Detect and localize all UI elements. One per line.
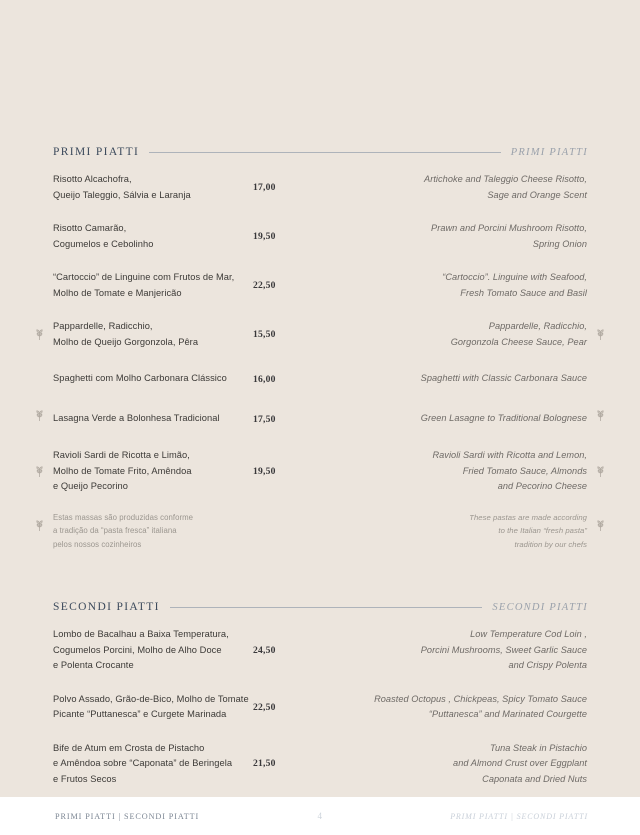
- section-footnote-pt-line: Estas massas são produzidas conforme: [53, 512, 194, 522]
- menu-item-name-pt-line: Queijo Taleggio, Sálvia e Laranja: [53, 189, 191, 200]
- section-footnote-primi: [0, 511, 640, 552]
- menu-item-name-en-line: Ravioli Sardi with Ricotta and Lemon,: [432, 450, 587, 460]
- menu-item-row: [0, 319, 640, 350]
- menu-item-name-pt-line: Cogumelos e Cebolinho: [53, 238, 154, 249]
- menu-item-price: 24,50: [253, 644, 276, 656]
- menu-item-price: 22,50: [253, 280, 276, 291]
- menu-item-price: 17,50: [253, 413, 276, 425]
- menu-item-name-en-line: Roasted Octopus , Chickpeas, Spicy Tomato Sauce: [374, 693, 587, 704]
- menu-item-name-en: [307, 411, 640, 427]
- menu-item-name-pt: [0, 270, 253, 301]
- menu-item-name-en-line: Fried Tomato Sauce, Almonds: [462, 465, 587, 476]
- menu-item-price: 22,50: [253, 701, 276, 713]
- menu-item-price: 16,00: [253, 373, 276, 385]
- menu-item-name-pt-line: Molho de Tomate e Manjericão: [53, 287, 182, 298]
- menu-item-name-en-line: Porcini Mushrooms, Sweet Garlic Sauce: [420, 644, 587, 655]
- menu-item-name-en: [307, 371, 640, 387]
- menu-item-name-pt-line: “Cartoccio” de Linguine com Frutos de Mar,: [53, 272, 235, 282]
- menu-item-name-pt-line: Picante “Puttanesca” e Curgete Marinada: [53, 709, 227, 719]
- menu-item-row: [0, 741, 640, 788]
- menu-item-name-pt-line: Risotto Alcachofra,: [53, 174, 132, 184]
- page-number: 4: [317, 811, 323, 821]
- menu-item-row: [0, 692, 640, 723]
- footer-left-label: PRIMI PIATTI | SECONDI PIATTI: [55, 811, 200, 821]
- menu-item-name-pt-line: Risotto Camarão,: [53, 223, 127, 233]
- menu-item-name-pt: [0, 627, 253, 674]
- menu-item-name-pt-line: Polvo Assado, Grão-de-Bico, Molho de Tomate: [53, 693, 249, 704]
- menu-item-name-en-line: Gorgonzola Cheese Sauce, Pear: [450, 336, 587, 347]
- menu-item-list-primi: [0, 172, 640, 495]
- menu-item-row: [0, 448, 640, 495]
- menu-item-row: [0, 627, 640, 674]
- section-title-left: PRIMI PIATTI: [53, 146, 140, 158]
- menu-item-name-en-line: “Puttanesca” and Marinated Courgette: [428, 709, 587, 719]
- menu-item-price: 19,50: [253, 231, 276, 242]
- menu-item-name-en: [307, 319, 640, 350]
- section-footnote-en-line: tradition by our chefs: [514, 539, 587, 549]
- menu-item-name-en-line: Fresh Tomato Sauce and Basil: [460, 287, 587, 298]
- menu-item-name-en: [307, 270, 640, 301]
- menu-item-price: 21,50: [253, 758, 276, 770]
- menu-item-name-pt: [0, 692, 253, 723]
- menu-item-name-en: [307, 741, 640, 788]
- menu-item-price: 17,00: [253, 182, 276, 193]
- section-title-left: SECONDI PIATTI: [53, 601, 160, 613]
- section-footnote-pt-line: pelos nossos cozinheiros: [53, 539, 142, 549]
- menu-item-name-pt-line: Cogumelos Porcini, Molho de Alho Doce: [53, 644, 222, 655]
- section-divider-rule: [149, 152, 501, 153]
- menu-item-price: 15,50: [253, 329, 276, 340]
- section-footnote-en: [307, 511, 640, 552]
- menu-item-name-pt-line: Molho de Queijo Gorgonzola, Pêra: [53, 336, 199, 347]
- menu-item-name-en: [307, 627, 640, 674]
- page-footer: [0, 797, 640, 835]
- section-footnote-en-line: to the Italian “fresh pasta”: [498, 526, 587, 535]
- menu-item-row: [0, 270, 640, 301]
- menu-item-name-pt-line: e Polenta Crocante: [53, 660, 134, 670]
- menu-item-name-en-line: Pappardelle, Radicchio,: [488, 321, 587, 331]
- section-footnote-pt-line: a tradição da “pasta fresca” italiana: [53, 526, 177, 535]
- menu-item-name-en-line: Low Temperature Cod Loin ,: [470, 629, 587, 639]
- menu-item-row: [0, 368, 640, 390]
- menu-item-name-pt-line: Pappardelle, Radicchio,: [53, 321, 153, 331]
- menu-item-name-pt: [0, 448, 253, 495]
- menu-item-list-secondi: [0, 627, 640, 787]
- menu-item-name-en-line: Green Lasagne to Traditional Bolognese: [420, 413, 587, 424]
- menu-item-name-en-line: Spaghetti with Classic Carbonara Sauce: [420, 373, 587, 384]
- menu-item-price: 19,50: [253, 465, 276, 477]
- menu-item-name-pt: [0, 319, 253, 350]
- menu-item-name-pt-line: Lombo de Bacalhau a Baixa Temperatura,: [53, 629, 229, 639]
- menu-item-name-pt-line: e Amêndoa sobre “Caponata” de Beringela: [53, 758, 233, 768]
- menu-item-row: [0, 221, 640, 252]
- menu-item-name-pt: [0, 221, 253, 252]
- menu-item-row: [0, 172, 640, 203]
- menu-item-name-pt: [0, 371, 253, 387]
- menu-item-name-en-line: Caponata and Dried Nuts: [482, 773, 587, 784]
- menu-item-name-pt-line: Ravioli Sardi de Ricotta e Limão,: [53, 450, 190, 460]
- menu-item-name-pt-line: Bife de Atum em Crosta de Pistacho: [53, 742, 205, 753]
- menu-item-name-pt-line: Spaghetti com Molho Carbonara Clássico: [53, 373, 227, 384]
- menu-section-secondi-piatti: [0, 601, 640, 787]
- menu-item-name-en-line: and Pecorino Cheese: [497, 481, 587, 491]
- footer-right-label: PRIMI PIATTI | SECONDI PIATTI: [450, 811, 588, 821]
- menu-item-name-en-line: Spring Onion: [532, 238, 587, 249]
- menu-item-name-pt-line: e Queijo Pecorino: [53, 481, 128, 491]
- menu-section-primi-piatti: [0, 146, 640, 551]
- menu-item-name-en-line: Tuna Steak in Pistachio: [490, 742, 587, 753]
- section-title-right: SECONDI PIATTI: [492, 601, 588, 613]
- menu-item-name-pt: [0, 741, 253, 788]
- menu-item-row: [0, 408, 640, 430]
- menu-item-name-pt-line: e Frutos Secos: [53, 773, 117, 784]
- menu-item-name-en-line: and Almond Crust over Eggplant: [453, 758, 587, 768]
- menu-item-name-pt-line: Lasagna Verde a Bolonhesa Tradicional: [53, 413, 220, 424]
- section-header-primi-piatti: [0, 146, 640, 158]
- section-header-secondi-piatti: [0, 601, 640, 613]
- menu-item-name-en-line: Sage and Orange Scent: [487, 189, 587, 200]
- menu-item-name-en-line: Artichoke and Taleggio Cheese Risotto,: [424, 174, 587, 184]
- section-footnote-en-line: These pastas are made according: [469, 512, 587, 522]
- menu-item-name-pt: [0, 411, 253, 427]
- menu-item-name-pt-line: Molho de Tomate Frito, Amêndoa: [53, 465, 192, 476]
- menu-item-name-en-line: and Crispy Polenta: [508, 660, 587, 670]
- section-footnote-pt: [0, 511, 253, 552]
- menu-item-name-en-line: “Cartoccio”. Linguine with Seafood,: [442, 272, 587, 282]
- menu-item-name-en: [307, 448, 640, 495]
- menu-item-name-en: [307, 221, 640, 252]
- section-divider-rule: [170, 607, 483, 608]
- menu-item-name-en: [307, 172, 640, 203]
- menu-item-name-en: [307, 692, 640, 723]
- section-title-right: PRIMI PIATTI: [510, 146, 588, 158]
- menu-item-name-pt: [0, 172, 253, 203]
- menu-item-name-en-line: Prawn and Porcini Mushroom Risotto,: [431, 223, 587, 233]
